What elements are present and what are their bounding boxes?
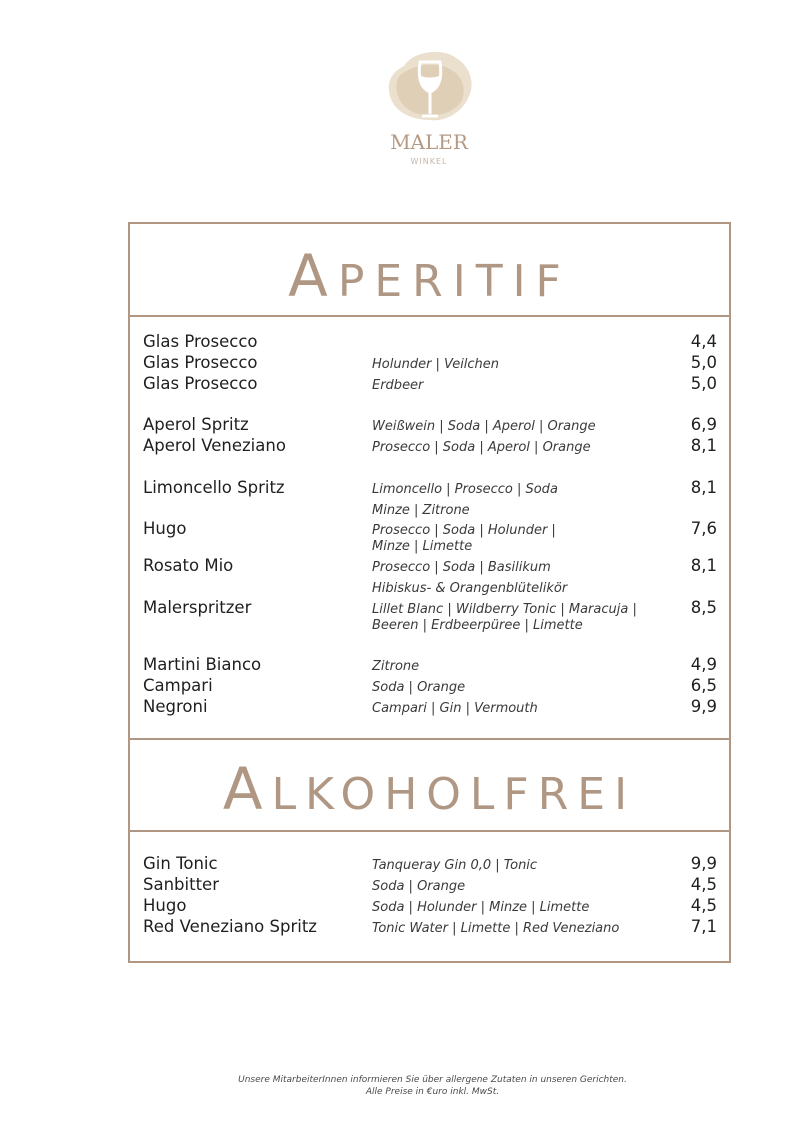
item-price: 8,1 [690, 556, 717, 575]
brand-name: MALER [390, 130, 468, 154]
item-description: Prosecco | Soda | Holunder | [372, 523, 556, 538]
item-description: Tonic Water | Limette | Red Veneziano [372, 921, 620, 936]
item-price: 4,5 [690, 896, 717, 915]
menu-item-continuation [130, 499, 729, 519]
item-description: Soda | Orange [372, 879, 466, 894]
section-title-alkoholfrei: ALKOHOLFREI [222, 755, 637, 823]
item-description: Soda | Orange [372, 680, 466, 695]
item-description: Erdbeer [372, 378, 424, 393]
item-description: Zitrone [372, 659, 420, 674]
item-name: Glas Prosecco [143, 332, 258, 351]
menu-item [130, 415, 729, 435]
item-description: Soda | Holunder | Minze | Limette [372, 900, 590, 915]
menu-frame [128, 222, 731, 963]
wine-glass-icon [384, 48, 474, 128]
item-price: 6,9 [690, 415, 717, 434]
item-price: 8,5 [690, 598, 717, 617]
item-name: Negroni [143, 697, 208, 716]
section-title-aperitif: APERITIF [288, 242, 571, 310]
item-price: 8,1 [690, 478, 717, 497]
item-description: Limoncello | Prosecco | Soda [372, 482, 558, 497]
menu-item [130, 436, 729, 456]
item-name: Limoncello Spritz [143, 478, 285, 497]
item-name: Aperol Veneziano [143, 436, 286, 455]
item-price: 9,9 [690, 854, 717, 873]
item-description: Holunder | Veilchen [372, 357, 500, 372]
item-description: Weißwein | Soda | Aperol | Orange [372, 419, 596, 434]
menu-item [130, 374, 729, 394]
divider [130, 738, 729, 740]
item-description: Prosecco | Soda | Aperol | Orange [372, 440, 591, 455]
item-price: 8,1 [690, 436, 717, 455]
item-description: Beeren | Erdbeerpüree | Limette [372, 618, 583, 633]
divider [130, 830, 729, 832]
item-name: Aperol Spritz [143, 415, 249, 434]
item-description: Lillet Blanc | Wildberry Tonic | Maracuja | [372, 602, 637, 617]
item-name: Glas Prosecco [143, 374, 258, 393]
menu-item [130, 332, 729, 352]
item-price: 6,5 [690, 676, 717, 695]
item-name: Martini Bianco [143, 655, 262, 674]
item-name: Gin Tonic [143, 854, 218, 873]
item-description: Tanqueray Gin 0,0 | Tonic [372, 858, 538, 873]
item-name: Rosato Mio [143, 556, 234, 575]
item-description: Hibiskus- & Orangenblütelikör [372, 581, 568, 596]
item-price: 5,0 [690, 374, 717, 393]
item-price: 9,9 [690, 697, 717, 716]
item-price: 7,6 [690, 519, 717, 538]
menu-item [130, 478, 729, 498]
menu-item-continuation [130, 535, 729, 555]
item-price: 4,4 [690, 332, 717, 351]
menu-item [130, 875, 729, 895]
menu-item [130, 896, 729, 916]
menu-item [130, 676, 729, 696]
item-description: Minze | Zitrone [372, 503, 470, 518]
item-name: Hugo [143, 519, 187, 538]
item-price: 4,5 [690, 875, 717, 894]
menu-item-continuation [130, 614, 729, 634]
item-price: 5,0 [690, 353, 717, 372]
menu-item [130, 655, 729, 675]
item-name: Red Veneziano Spritz [143, 917, 317, 936]
menu-item [130, 556, 729, 576]
item-name: Hugo [143, 896, 187, 915]
item-name: Sanbitter [143, 875, 219, 894]
item-name: Malerspritzer [143, 598, 252, 617]
item-price: 4,9 [690, 655, 717, 674]
brand-subtitle: WINKEL [410, 157, 448, 166]
menu-item [130, 697, 729, 717]
item-name: Campari [143, 676, 213, 695]
menu-item [130, 854, 729, 874]
item-description: Minze | Limette [372, 539, 473, 554]
divider [130, 315, 729, 317]
footer-allergen-note: Unsere MitarbeiterInnen informieren Sie über allergene Zutaten in unseren Gerichten. [238, 1075, 627, 1085]
item-name: Glas Prosecco [143, 353, 258, 372]
menu-item [130, 917, 729, 937]
menu-item [130, 353, 729, 373]
item-description: Prosecco | Soda | Basilikum [372, 560, 551, 575]
footer-price-note: Alle Preise in €uro inkl. MwSt. [365, 1087, 500, 1097]
item-description: Campari | Gin | Vermouth [372, 701, 538, 716]
menu-item-continuation [130, 577, 729, 597]
item-price: 7,1 [690, 917, 717, 936]
